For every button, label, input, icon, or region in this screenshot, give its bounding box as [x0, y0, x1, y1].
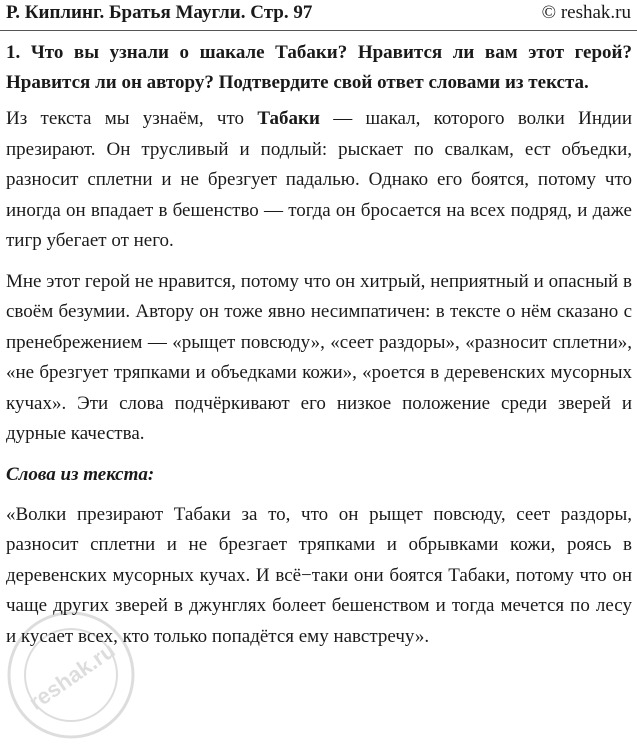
- answer-p1-end: — шакал, которого волки Индии презирают. Он трусливый и подлый: рыскает по свалкам, ест объедки, разносит сплетни и не брезгует падалью. Однако его боятся, потому что иногда он впадает в бешенство — тогда он бросается на всех подряд, и даже тигр убегает от него.: [6, 108, 632, 251]
- site-credit[interactable]: © reshak.ru: [541, 2, 631, 23]
- quote-heading: Слова из текста:: [6, 463, 155, 485]
- quote-paragraph: «Волки презирают Табаки за то, что он рыщет повсюду, сеет раздоры, разносит сплетни и не брезгает тряпками и обрывками кожи, роясь в деревенских мусорных кучах. И всё−таки они боятся Табаки, потому что он чаще других зверей в джунглях болеет бешенством и тогда мечется по лесу и кусает всех, кто только попадётся ему навстречу».: [6, 503, 632, 647]
- answer-p1-start: Из текста мы узнаём, что: [6, 108, 258, 129]
- watermark-text: reshak.ru: [24, 637, 120, 715]
- page-content: [6, 38, 632, 662]
- page-title: Р. Киплинг. Братья Маугли. Стр. 97: [6, 2, 313, 23]
- answer-paragraph-2: Мне этот герой не нравится, потому что он хитрый, неприятный и опасный в своём безумии. Автору он тоже явно несимпатичен: в тексте о нём сказано с пренебрежением — «рыщет повсюду», «сеет раздоры», «разносит сплетни», «не брезгует тряпками и объедками кожи», «роется в деревенских мусорных кучах». Эти слова подчёркивают его низкое положение среди зверей и дурные качества.: [6, 270, 632, 444]
- question-text: 1. Что вы узнали о шакале Табаки? Нравится ли вам этот герой? Нравится ли он автору? Подтвердите свой ответ словами из текста.: [6, 42, 632, 93]
- answer-p1-bold: Табаки: [257, 108, 320, 129]
- page-header: [0, 0, 637, 31]
- answer-paragraph-1: [6, 104, 632, 257]
